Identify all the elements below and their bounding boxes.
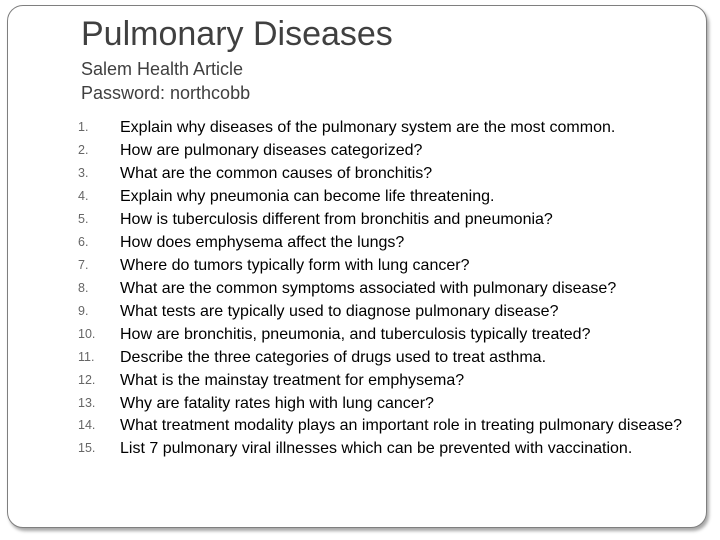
- question-item: [78, 323, 698, 346]
- question-item: [78, 438, 698, 461]
- question-item: [78, 208, 698, 231]
- question-text: What are the common causes of bronchitis?: [120, 165, 433, 182]
- question-text: Why are fatality rates high with lung cancer?: [120, 395, 434, 412]
- question-text: Describe the three categories of drugs used to treat asthma.: [120, 349, 547, 366]
- subtitle-article: Salem Health Article: [81, 59, 244, 79]
- question-text: How are bronchitis, pneumonia, and tuberculosis typically treated?: [120, 326, 591, 343]
- question-text: List 7 pulmonary viral illnesses which can be prevented with vaccination.: [120, 440, 633, 457]
- question-number: 7.: [78, 258, 89, 272]
- question-number: 3.: [78, 166, 89, 180]
- question-text: How is tuberculosis different from bronchitis and pneumonia?: [120, 211, 553, 228]
- question-number: 5.: [78, 212, 89, 226]
- question-item: [78, 300, 698, 323]
- question-item: [78, 139, 698, 162]
- question-item: [78, 162, 698, 185]
- question-number: 12.: [78, 373, 96, 387]
- question-item: [78, 116, 698, 139]
- question-item: [78, 369, 698, 392]
- question-number: 8.: [78, 281, 89, 295]
- question-text: What tests are typically used to diagnose pulmonary disease?: [120, 303, 559, 320]
- question-item: [78, 231, 698, 254]
- question-number: 15.: [78, 441, 96, 455]
- question-number: 4.: [78, 189, 89, 203]
- question-item: [78, 392, 698, 415]
- question-text: What are the common symptoms associated with pulmonary disease?: [120, 280, 617, 297]
- question-number: 10.: [78, 327, 96, 341]
- slide-title: Pulmonary Diseases: [81, 15, 393, 53]
- question-item: [78, 415, 698, 438]
- question-text: How are pulmonary diseases categorized?: [120, 142, 423, 159]
- question-number: 9.: [78, 304, 89, 318]
- question-number: 13.: [78, 396, 96, 410]
- question-number: 2.: [78, 143, 89, 157]
- question-text: What is the mainstay treatment for emphysema?: [120, 372, 465, 389]
- question-item: [78, 277, 698, 300]
- question-text: Explain why diseases of the pulmonary system are the most common.: [120, 119, 616, 136]
- question-item: [78, 254, 698, 277]
- question-number: 11.: [78, 350, 95, 364]
- question-number: 14.: [78, 418, 96, 432]
- question-text: How does emphysema affect the lungs?: [120, 234, 405, 251]
- question-text: What treatment modality plays an important role in treating pulmonary disease?: [120, 417, 683, 434]
- question-text: Explain why pneumonia can become life threatening.: [120, 188, 495, 205]
- question-list: [78, 116, 698, 461]
- question-item: [78, 185, 698, 208]
- question-item: [78, 346, 698, 369]
- subtitle-password: Password: northcobb: [81, 83, 251, 103]
- question-number: 1.: [78, 120, 89, 134]
- question-number: 6.: [78, 235, 89, 249]
- question-text: Where do tumors typically form with lung cancer?: [120, 257, 470, 274]
